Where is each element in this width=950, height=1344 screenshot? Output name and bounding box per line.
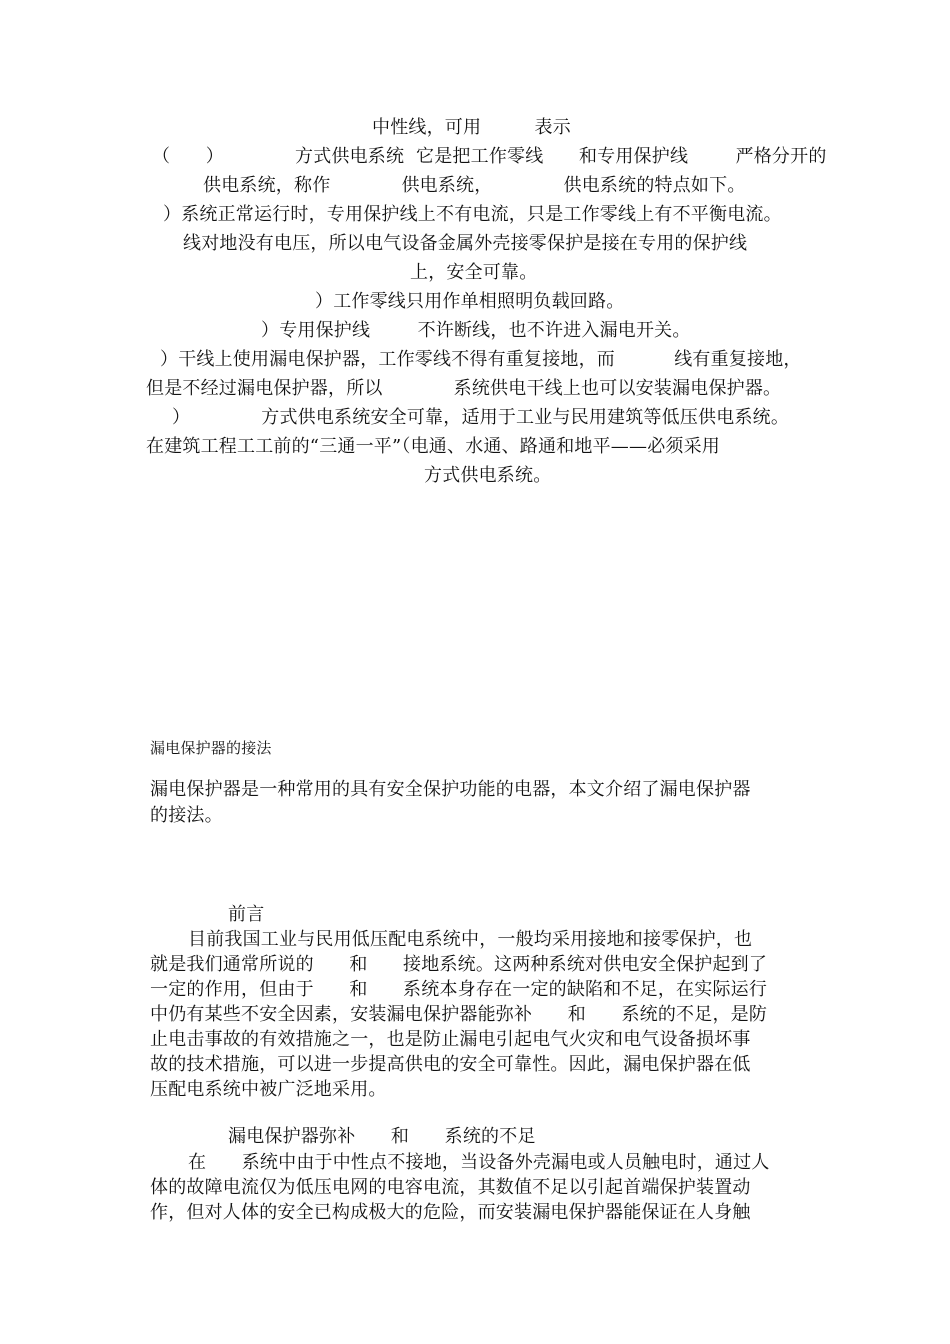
- text-line: （ ） 方式供电系统 它是把工作零线 和专用保护线 严格分开的: [152, 146, 827, 167]
- paragraph-line: 故的技术措施，可以进一步提高供电的安全可靠性。因此，漏电保护器在低: [150, 1054, 751, 1075]
- text-line: 上，安全可靠。: [410, 262, 538, 283]
- paragraph-line: 在 系统中由于中性点不接地，当设备外壳漏电或人员触电时，通过人: [188, 1152, 770, 1173]
- preface-heading: 前言: [228, 904, 265, 925]
- paragraph-line: 止电击事故的有效措施之一，也是防止漏电引起电气火灾和电气设备损坏事: [150, 1029, 751, 1050]
- text-line: 线对地没有电压，所以电气设备金属外壳接零保护是接在专用的保护线: [183, 233, 748, 254]
- abstract-line: 的接法。: [150, 805, 223, 826]
- text-line: ）系统正常运行时，专用保护线上不有电流，只是工作零线上有不平衡电流。: [163, 204, 782, 225]
- text-line: ）工作零线只用作单相照明负载回路。: [315, 291, 625, 312]
- text-line: ）专用保护线 不许断线，也不许进入漏电开关。: [261, 320, 691, 341]
- text-line: ）干线上使用漏电保护器，工作零线不得有重复接地，而 线有重复接地，: [160, 349, 802, 370]
- text-line: ） 方式供电系统安全可靠，适用于工业与民用建筑等低压供电系统。: [172, 407, 790, 428]
- abstract-line: 漏电保护器是一种常用的具有安全保护功能的电器，本文介绍了漏电保护器: [150, 779, 751, 800]
- text-line: 在建筑工程工工前的“三通一平”（电通、水通、路通和地平——必须采用: [146, 436, 721, 457]
- text-line: 方式供电系统。: [424, 465, 552, 486]
- paragraph-line: 作，但对人体的安全已构成极大的危险，而安装漏电保护器能保证在人身触: [150, 1202, 751, 1223]
- article-title: 漏电保护器的接法: [150, 739, 272, 757]
- section-heading: 漏电保护器弥补 和 系统的不足: [228, 1126, 536, 1147]
- text-line: 供电系统，称作 供电系统， 供电系统的特点如下。: [203, 175, 746, 196]
- paragraph-line: 一定的作用，但由于 和 系统本身存在一定的缺陷和不足，在实际运行: [150, 979, 768, 1000]
- paragraph-line: 压配电系统中被广泛地采用。: [150, 1079, 387, 1100]
- paragraph-line: 中仍有某些不安全因素，安装漏电保护器能弥补 和 系统的不足，是防: [150, 1004, 768, 1025]
- paragraph-line: 体的故障电流仅为低压电网的电容电流，其数值不足以引起首端保护装置动: [150, 1177, 751, 1198]
- paragraph-line: 就是我们通常所说的 和 接地系统。这两种系统对供电安全保护起到了: [150, 954, 768, 975]
- text-line: 中性线，可用 表示: [372, 117, 571, 138]
- paragraph-line: 目前我国工业与民用低压配电系统中，一般均采用接地和接零保护，也: [188, 929, 753, 950]
- text-line: 但是不经过漏电保护器，所以 系统供电干线上也可以安装漏电保护器。: [146, 378, 782, 399]
